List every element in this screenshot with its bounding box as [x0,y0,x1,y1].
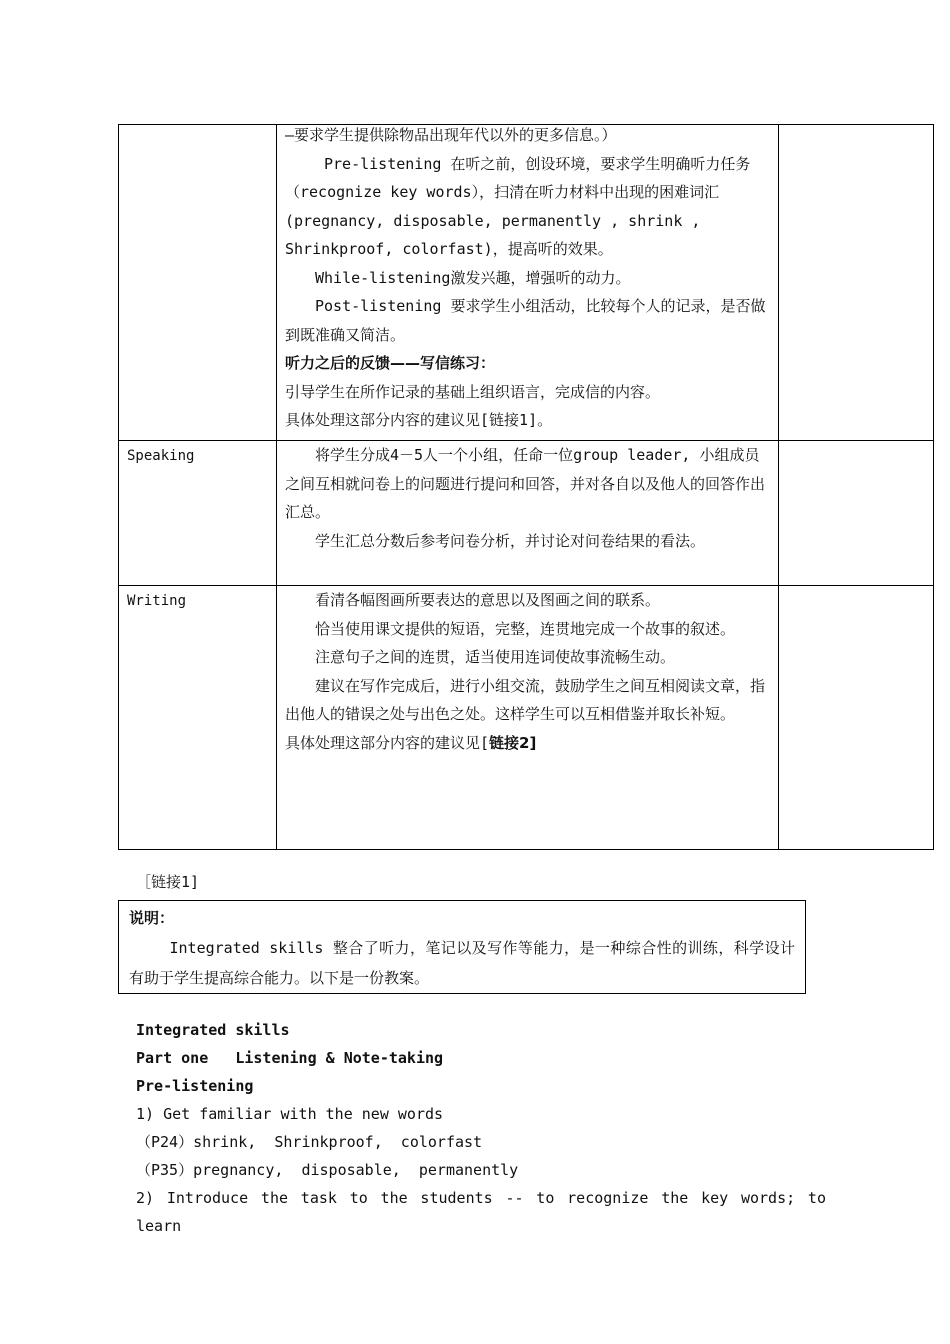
paragraph: 建议在写作完成后，进行小组交流，鼓励学生之间互相阅读文章，指出他人的错误之处与出色之处。这样学生可以互相借鉴并取长补短。 [285,676,766,723]
paragraph: While-listening激发兴趣，增强听的动力。 [315,268,631,287]
row-content-cell [277,586,779,850]
row-notes-cell [779,441,934,586]
row-label-cell [119,441,277,586]
section-heading: 听力之后的反馈——写信练习： [285,354,496,372]
lesson-line: 2) Introduce the task to the students -- to recognize the key words; to learn [136,1189,826,1235]
table-row [119,125,934,441]
paragraph: 引导学生在所作记录的基础上组织语言，完成信的内容。 [285,382,661,401]
note-box [118,900,806,994]
paragraph: 注意句子之间的连贯，适当使用连词使故事流畅生动。 [315,648,676,666]
note-body: Integrated skills 整合了听力，笔记以及写作等能力，是一种综合性的训练，科学设计有助于学生提高综合能力。以下是一份教案。 [129,939,795,987]
link-prefix: 具体处理这部分内容的建议见[ [285,733,490,752]
lesson-plan [136,1016,826,1240]
row-content-cell [277,441,779,586]
paragraph [285,729,772,758]
paragraph: 恰当使用课文提供的短语，完整，连贯地完成一个故事的叙述。 [315,619,736,638]
link-2-ref[interactable]: 链接2] [489,733,537,752]
lesson-line: （P24）shrink, Shrinkproof, colorfast [136,1133,483,1151]
lesson-plan-table [118,124,934,850]
lesson-stage: Pre-listening [136,1077,254,1095]
lesson-line: （P35）pregnancy, disposable, permanently [136,1161,519,1179]
paragraph: 具体处理这部分内容的建议见[链接1]。 [285,411,553,429]
row-notes-cell [779,125,934,441]
paragraph: —要求学生提供除物品出现年代以外的更多信息。） [285,126,617,144]
paragraph: Pre-listening 在听之前，创设环境，要求学生明确听力任务（recognize key words），扫清在听力材料中出现的困难词汇(pregnancy, disposable, permanently , shrink , Shrinkproof, colorfast)，提高听的效果。 [285,154,751,258]
paragraph: 将学生分成4－5人一个小组，任命一位group leader, 小组成员之间互相就问卷上的问题进行提问和回答，并对各自以及他人的回答作出汇总。 [285,446,766,521]
paragraph: 看清各幅图画所要表达的意思以及图画之间的联系。 [315,591,661,609]
row-notes-cell [779,586,934,850]
row-label: Speaking [127,448,195,464]
row-label [119,125,276,129]
row-label: Writing [127,593,187,609]
lesson-part: Part one Listening & Note-taking [136,1049,444,1067]
lesson-line: 1) Get familiar with the new words [136,1105,444,1123]
table-row [119,586,934,850]
paragraph: 学生汇总分数后参考问卷分析，并讨论对问卷结果的看法。 [315,531,706,550]
row-label-cell [119,125,277,441]
row-content-cell [277,125,779,441]
link-1-title: ［链接1] [136,873,200,891]
note-title: 说明： [129,909,175,927]
table-row [119,441,934,586]
row-label-cell [119,586,277,850]
lesson-heading: Integrated skills [136,1021,290,1039]
paragraph: Post-listening 要求学生小组活动，比较每个人的记录，是否做到既准确又简洁。 [285,297,766,344]
